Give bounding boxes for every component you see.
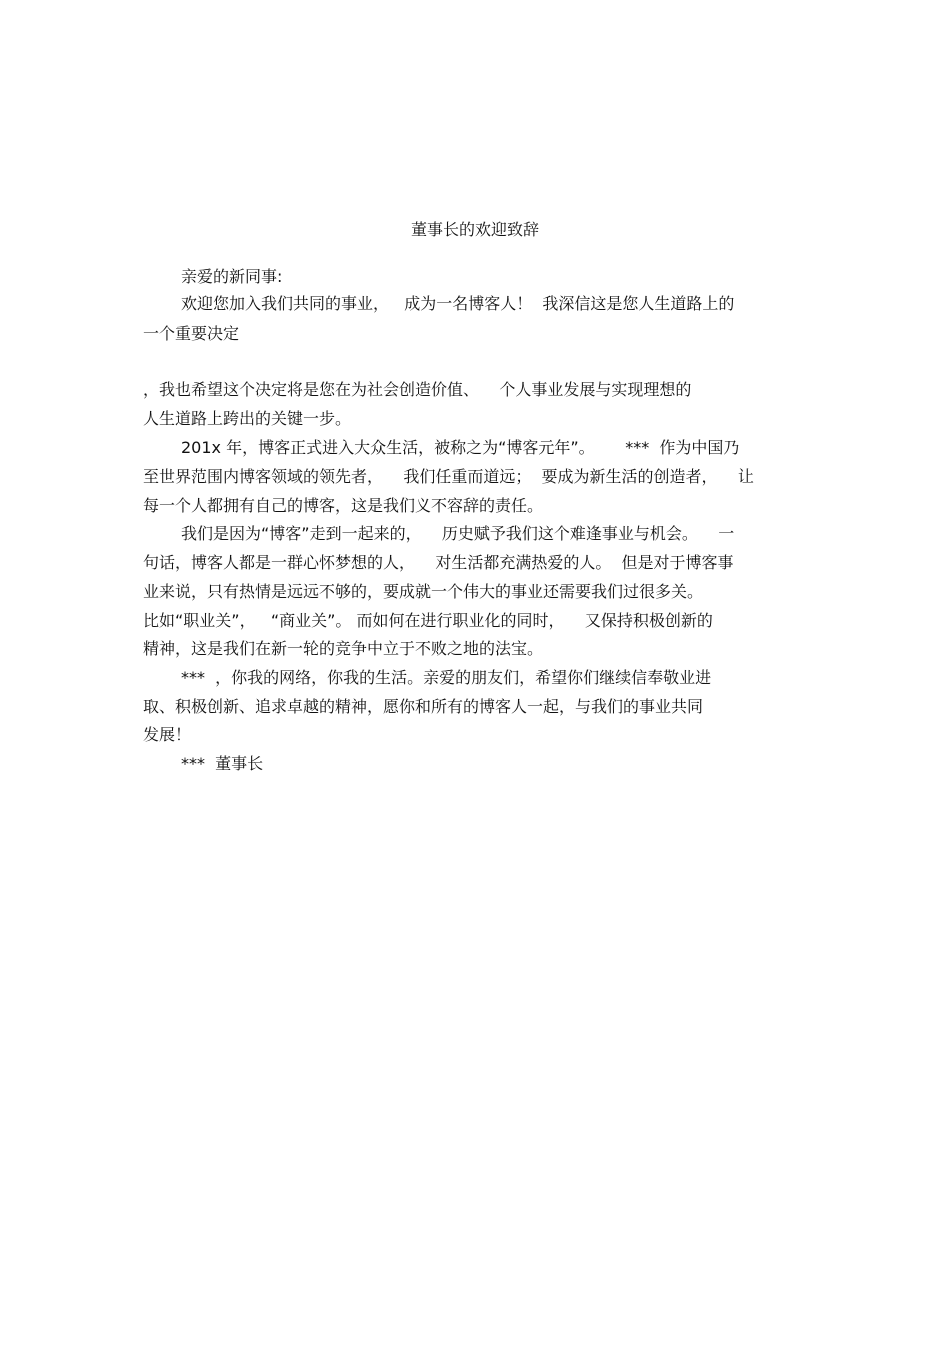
paragraph-line: 一个重要决定: [143, 324, 240, 343]
paragraph-line: 业来说，只有热情是远远不够的，要成就一个伟大的事业还需要我们过很多关。: [143, 582, 704, 601]
paragraph-line: *** ，你我的网络，你我的生活。亲爱的朋友们，希望你们继续信奉敬业进: [181, 668, 712, 687]
salutation: 亲爱的新同事:: [181, 267, 283, 286]
paragraph-line: 比如“职业关”， “商业关”。 而如何在进行职业化的同时， 又保持积极创新的: [143, 611, 713, 630]
paragraph-line: 取、积极创新、追求卓越的精神，愿你和所有的博客人一起，与我们的事业共同: [143, 697, 704, 716]
paragraph-line: 发展！: [143, 725, 192, 744]
document-title: 董事长的欢迎致辞: [410, 220, 539, 239]
paragraph-line: 201x 年，博客正式进入大众生活，被称之为“博客元年”。 *** 作为中国乃: [181, 438, 740, 457]
paragraph-line: 我们是因为“博客”走到一起来的， 历史赋予我们这个难逢事业与机会。 一: [181, 524, 735, 543]
signature: *** 董事长: [181, 754, 264, 773]
paragraph-line: 人生道路上跨出的关键一步。: [143, 409, 352, 428]
paragraph-line: 句话，博客人都是一群心怀梦想的人， 对生活都充满热爱的人。 但是对于博客事: [143, 553, 734, 572]
paragraph-line: 欢迎您加入我们共同的事业， 成为一名博客人！ 我深信这是您人生道路上的: [181, 294, 735, 313]
paragraph-line: 至世界范围内博客领域的领先者， 我们任重而道远； 要成为新生活的创造者， 让: [143, 467, 754, 486]
paragraph-line: ，我也希望这个决定将是您在为社会创造价值、 个人事业发展与实现理想的: [143, 380, 692, 399]
paragraph-line: 精神，这是我们在新一轮的竞争中立于不败之地的法宝。: [143, 639, 544, 658]
paragraph-line: 每一个人都拥有自己的博客，这是我们义不容辞的责任。: [143, 496, 544, 515]
